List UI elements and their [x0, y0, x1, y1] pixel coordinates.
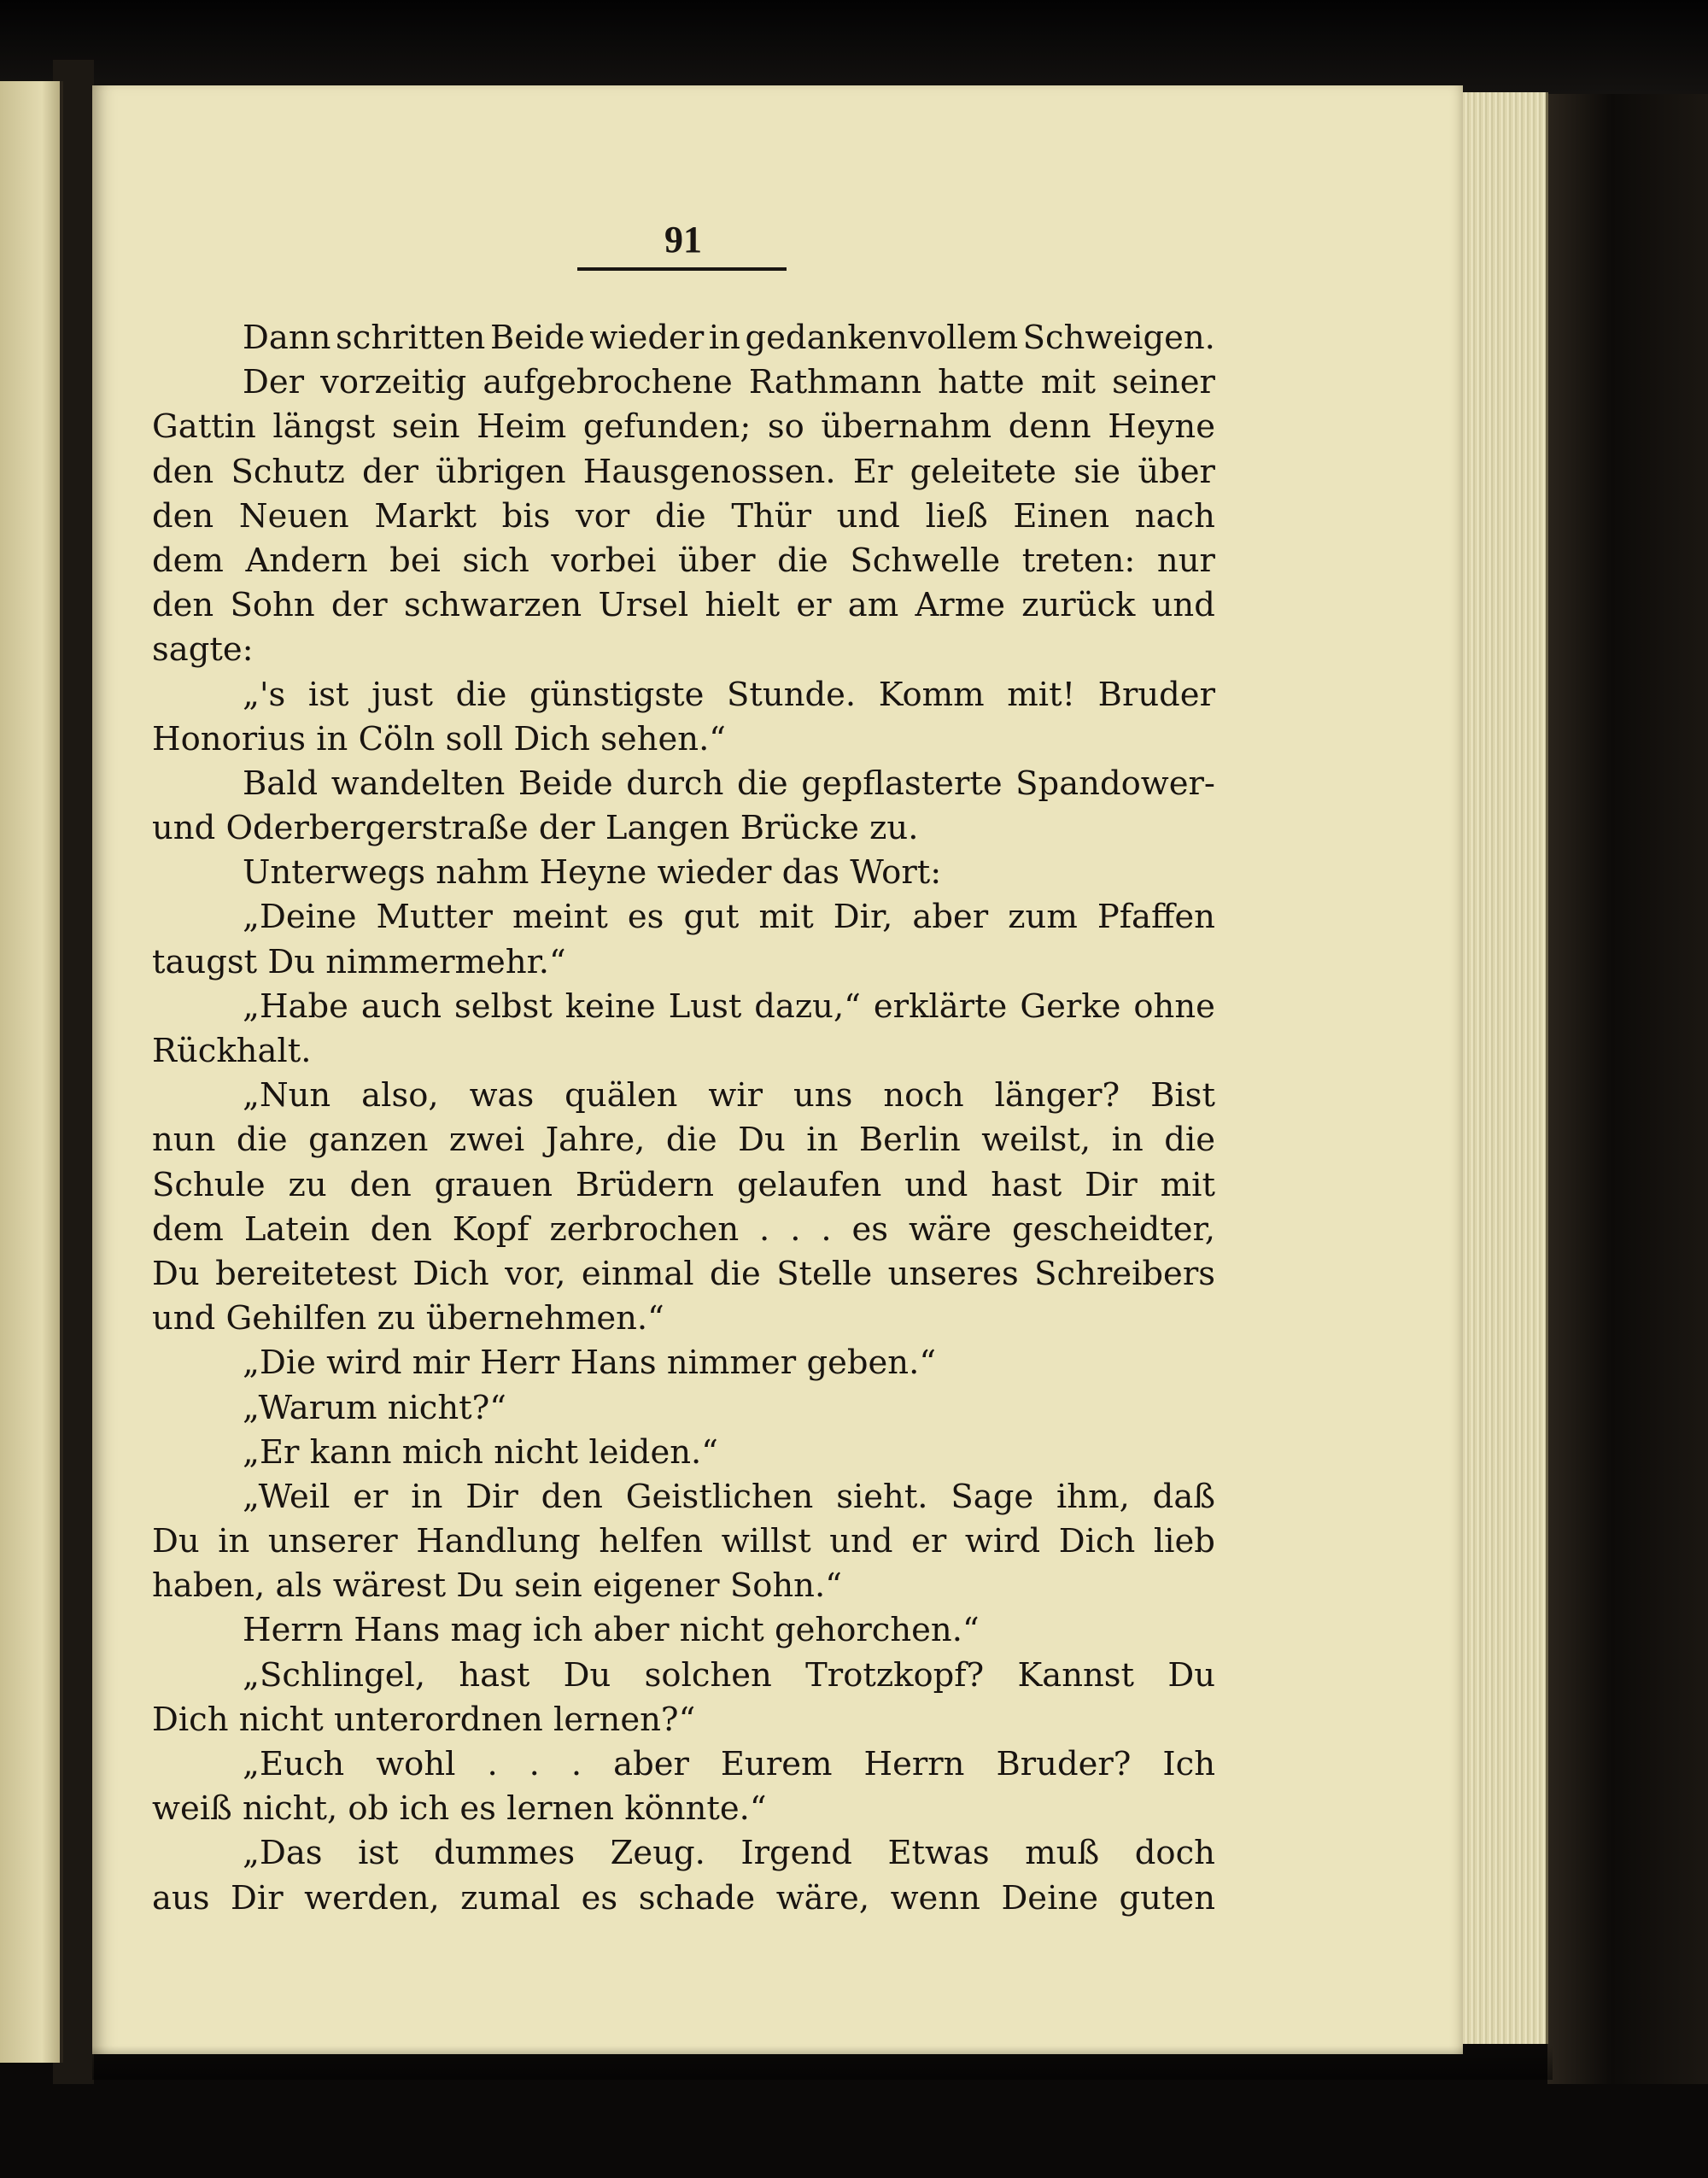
text-line: Honorius in Cöln soll Dich sehen.“: [152, 719, 726, 758]
page-bottom-shadow: [92, 2046, 1553, 2080]
text-line: „Er kann mich nicht leiden.“: [243, 1432, 718, 1472]
text-line: Der vorzeitig aufgebrochene Rathmann hatte mit seiner: [243, 363, 1215, 402]
background-top: [0, 0, 1708, 94]
text-line: dem Andern bei sich vorbei über die Schwelle treten: nur: [152, 541, 1215, 580]
text-line: „Die wird mir Herr Hans nimmer geben.“: [243, 1344, 937, 1383]
text-line: nun die ganzen zwei Jahre, die Du in Berlin weilst, in die: [152, 1121, 1215, 1160]
book-spine: [1547, 94, 1708, 2084]
text-line: Schule zu den grauen Brüdern gelaufen und hast Dir mit: [152, 1165, 1215, 1204]
text-line: dem Latein den Kopf zerbrochen . . . es wäre gescheidter,: [152, 1209, 1215, 1249]
text-line: „Warum nicht?“: [243, 1388, 506, 1427]
text-line: Du in unserer Handlung helfen willst und er wird Dich lieb: [152, 1522, 1215, 1561]
text-line: Unterwegs nahm Heyne wieder das Wort:: [243, 853, 942, 893]
text-line: „'s ist just die günstigste Stunde. Komm mit! Bruder: [243, 675, 1215, 714]
text-line: sagte:: [152, 630, 254, 670]
text-line: „Schlingel, hast Du solchen Trotzkopf? Kannst Du: [243, 1655, 1215, 1695]
text-line: und Gehilfen zu übernehmen.“: [152, 1299, 664, 1338]
text-line: haben, als wärest Du sein eigener Sohn.“: [152, 1566, 842, 1606]
body-text: [152, 316, 1215, 1921]
text-line: „Das ist dummes Zeug. Irgend Etwas muß doch: [243, 1834, 1215, 1873]
text-line: aus Dir werden, zumal es schade wäre, wenn Deine guten: [152, 1878, 1215, 1917]
text-line: Gattin längst sein Heim gefunden; so übernahm denn Heyne: [152, 407, 1215, 447]
text-line: Herrn Hans mag ich aber nicht gehorchen.“: [243, 1611, 980, 1650]
text-line: und Oderbergerstraße der Langen Brücke zu.: [152, 809, 919, 848]
text-line: „Nun also, was quälen wir uns noch länger? Bist: [243, 1076, 1215, 1115]
text-line: Dich nicht unterordnen lernen?“: [152, 1700, 696, 1739]
text-line: Rückhalt.: [152, 1032, 312, 1070]
page-number: 91: [664, 219, 702, 261]
text-line: den Schutz der übrigen Hausgenossen. Er geleitete sie über: [152, 452, 1215, 491]
text-line: den Sohn der schwarzen Ursel hielt er am Arme zurück und: [152, 586, 1215, 625]
text-line: „Deine Mutter meint es gut mit Dir, aber zum Pfaffen: [243, 898, 1215, 937]
text-line: den Neuen Markt bis vor die Thür und ließ Einen nach: [152, 496, 1215, 536]
text-line: weiß nicht, ob ich es lernen könnte.“: [152, 1789, 767, 1829]
text-line: Dann schritten Beide wieder in gedankenvollem Schweigen.: [243, 319, 1215, 357]
text-line: „Weil er in Dir den Geistlichen sieht. Sage ihm, daß: [243, 1477, 1215, 1516]
page-stack-edges: [1452, 92, 1548, 2044]
page-number-rule: [577, 267, 787, 271]
text-line: Bald wandelten Beide durch die gepflasterte Spandower-: [243, 764, 1215, 803]
left-page-edge: [0, 81, 63, 2063]
text-line: „Euch wohl . . . aber Eurem Herrn Bruder? Ich: [243, 1745, 1215, 1783]
text-line: taugst Du nimmermehr.“: [152, 942, 566, 981]
text-line: Du bereitetest Dich vor, einmal die Stelle unseres Schreibers: [152, 1254, 1215, 1293]
text-line: „Habe auch selbst keine Lust dazu,“ erklärte Gerke ohne: [243, 987, 1215, 1026]
